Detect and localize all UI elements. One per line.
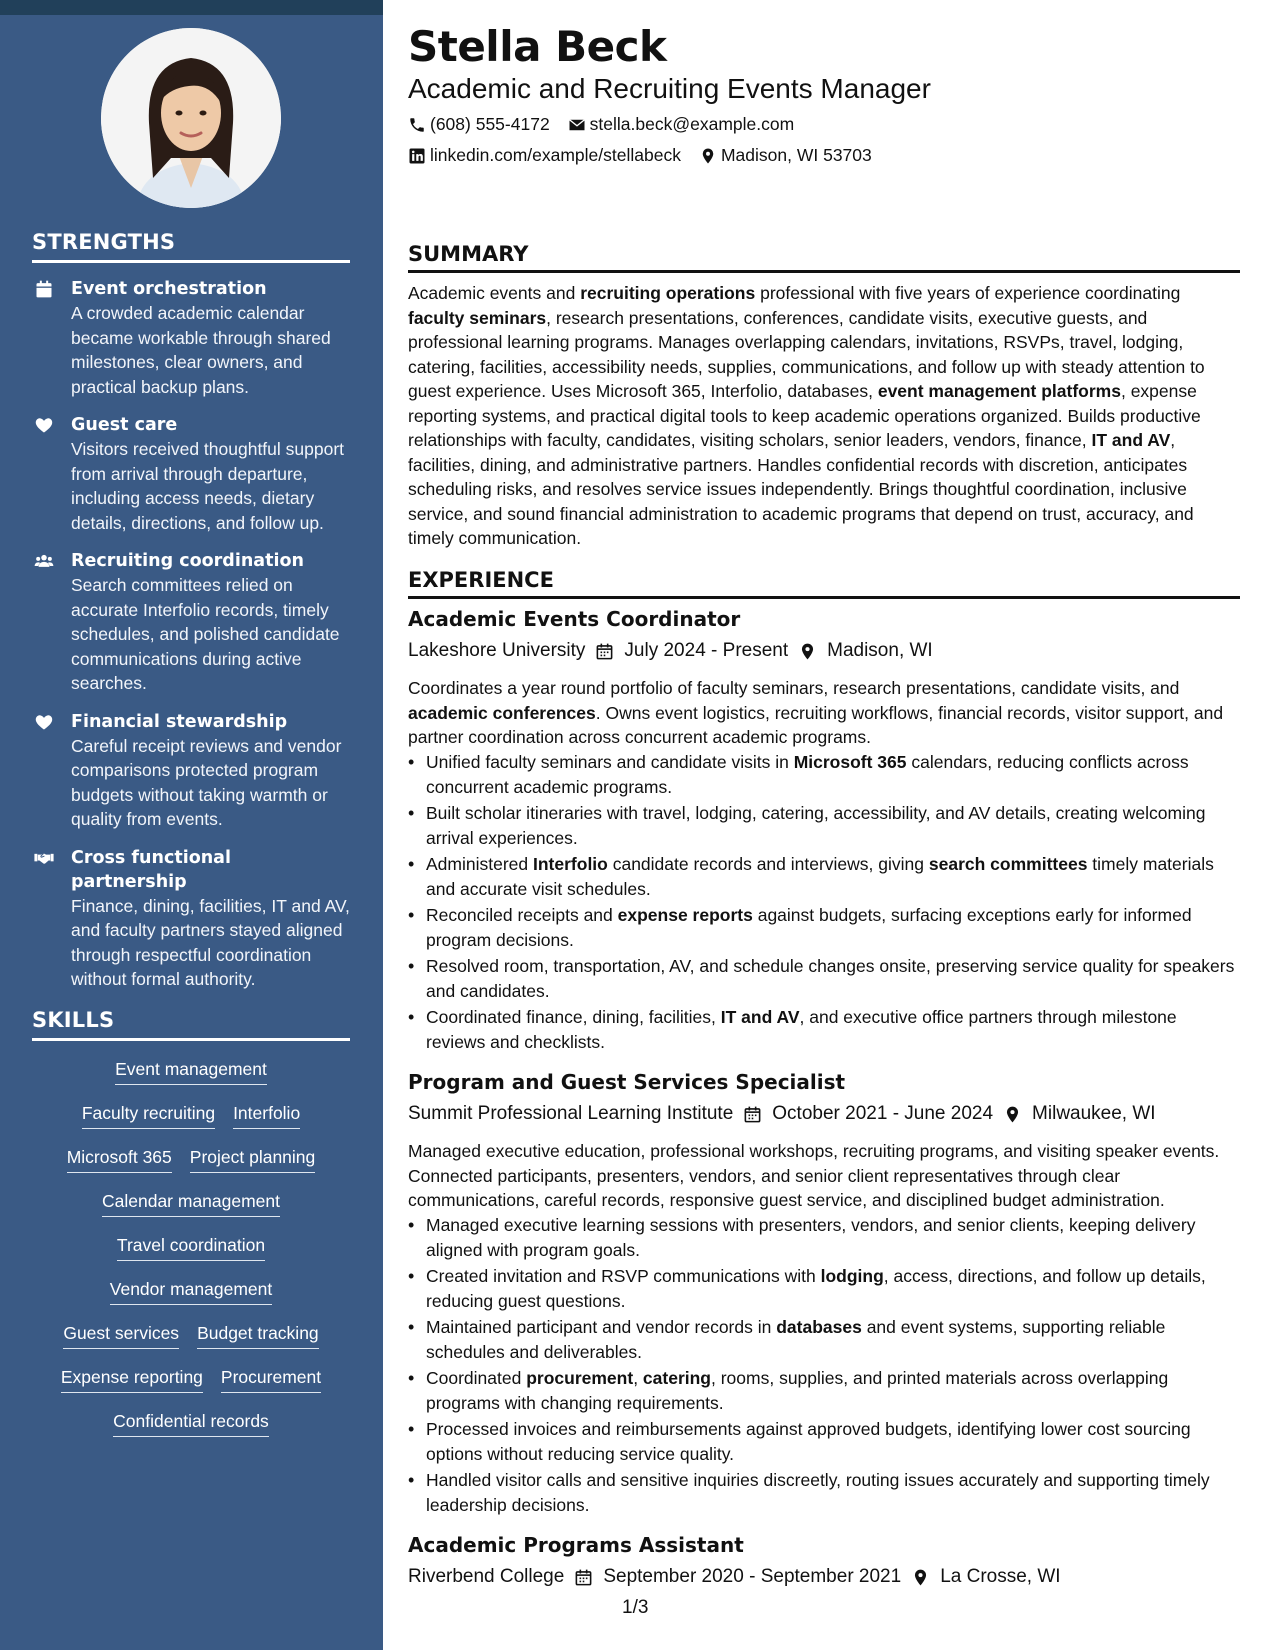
phone-text: (608) 555-4172 [430,114,550,134]
strength-title: Cross functional partnership [71,847,231,892]
job-1-bullet-item [426,750,1240,799]
job-1-dates: July 2024 - Present [624,640,789,661]
skill-row [32,1145,350,1173]
skill-tag: Project planning [190,1145,316,1173]
job-2-bullet-segment-text: and event systems, supporting reliable schedules and deliverables. [426,1317,1166,1362]
job-1-location: Madison, WI [827,640,933,661]
job-2-bullet-segment-bold: procurement [526,1368,634,1388]
job-1-bullet-item [426,903,1240,952]
job-1-desc-segment-text: . Owns event logistics, recruiting workflows, financial records, visitor support, and partner coordination across concurrent academic programs. [408,702,1224,747]
job-2-description [408,1139,1240,1213]
job-1-bullet-item [426,801,1240,850]
skill-tag: Vendor management [110,1277,272,1305]
strength-description: Visitors received thoughtful support from arrival through departure, including access needs, dietary details, directions, and follow up. [71,439,345,533]
calendar-icon [595,642,614,661]
skill-tag: Faculty recruiting [82,1101,215,1129]
job-2-bullet-item [426,1468,1240,1517]
skill-row [32,1057,350,1085]
job-1-bullet-segment-bold: expense reports [617,905,753,925]
job-2-desc-segment-text: Managed executive education, professional workshops, recruiting programs, and visiting speaker events. Connected participants, presenters, vendors, and senior client representatives through clear communications, careful records, responsive guest service, and disciplined budget administration. [408,1141,1220,1210]
job-2-bullet-item [426,1213,1240,1262]
heart-icon [34,415,54,435]
job-2-bullets [408,1213,1240,1519]
linkedin-text: linkedin.com/example/stellabeck [430,145,681,165]
experience-heading: EXPERIENCE [408,568,1240,599]
strength-title: Guest care [71,415,178,435]
job-3-location: La Crosse, WI [940,1566,1061,1587]
job-1-bullet-segment-text: Coordinated finance, dining, facilities, [426,1007,721,1027]
job-1-desc-segment-text: Coordinates a year round portfolio of faculty seminars, research presentations, candidate visits, and [408,678,1180,698]
skill-tag: Expense reporting [61,1365,203,1393]
summary-segment-bold: IT and AV [1091,430,1171,450]
job-2-bullet-item [426,1366,1240,1415]
job-2-bullet-item [426,1264,1240,1313]
strength-title: Event orchestration [71,279,267,299]
map-pin-icon [1003,1105,1022,1124]
job-1-bullet-item [426,1005,1240,1054]
strength-description: Careful receipt reviews and vendor comparisons protected program budgets without taking warmth or quality from events. [71,735,342,829]
job-3-company: Riverbend College [408,1566,565,1587]
summary-segment-bold: faculty seminars [408,307,547,328]
strength-item [32,846,350,992]
strength-item [32,277,350,399]
job-1-bullet-segment-text: , and executive office partners through milestone reviews and checklists. [426,1007,1177,1052]
summary-segment-text: , facilities, dining, and administrative partners. Handles confidential records with discretion, anticipates scheduling risks, and resolves service issues independently. Brings thoughtful coordination, inclusive service, and sound financial administration to academic programs that depend on trust, accuracy, and timely communication. [408,430,1194,548]
job-1-bullet-segment-bold: Microsoft 365 [793,752,907,772]
linkedin-icon [408,147,426,165]
job-2-meta [408,1103,1156,1125]
job-1-meta [408,640,933,662]
strengths-section [32,230,350,992]
job-2-bullet-segment-text: , rooms, supplies, and printed materials across overlapping programs with changing requirements. [426,1368,1169,1413]
job-1-bullet-segment-text: timely materials and accurate visit schedules. [426,854,1214,899]
summary-segment-bold: event management platforms [877,381,1121,401]
skill-tag: Guest services [63,1321,179,1349]
strength-item [32,549,350,696]
contact-row-2 [408,145,872,166]
summary-heading: SUMMARY [408,242,1240,273]
summary-segment-text: , research presentations, conferences, candidate visits, executive guests, and professional learning programs. Manages overlapping calendars, invitations, RSVPs, travel, lodging, catering, facilities, accessibility needs, supplies, communications, and follow up with steady attention to guest experience. Uses Microsoft 365, Interfolio, databases, [408,307,1205,401]
job-3-dates: September 2020 - September 2021 [603,1566,902,1587]
job-1-bullet-segment-text: Resolved room, transportation, AV, and schedule changes onsite, preserving service quality for speakers and candidates. [426,956,1235,1001]
email-item [568,114,795,135]
handshake-icon [34,848,54,868]
strength-description: A crowded academic calendar became workable through shared milestones, clear owners, and practical backup plans. [71,303,331,397]
job-1-bullet-item [426,954,1240,1003]
job-2-title: Program and Guest Services Specialist [408,1070,846,1094]
skill-row [32,1101,350,1129]
job-3-meta [408,1566,1061,1588]
job-3-title: Academic Programs Assistant [408,1533,744,1557]
skill-row [32,1409,350,1437]
skills-grid [32,1057,350,1437]
strength-description: Search committees relied on accurate Interfolio records, timely schedules, and polished candidate communications during active searches. [71,575,340,693]
job-2-bullet-segment-text: , access, directions, and follow up details, reducing guest questions. [426,1266,1206,1311]
skill-row [32,1233,350,1261]
location-text: Madison, WI 53703 [720,145,872,165]
page-number: 1/3 [622,1597,649,1618]
heart-icon [34,712,54,732]
job-1-bullet-segment-bold: search committees [928,854,1088,874]
linkedin-item [408,145,681,166]
job-1-bullet-segment-bold: Interfolio [533,854,608,874]
job-1-bullet-segment-text: calendars, reducing conflicts across concurrent academic programs. [426,752,1189,797]
job-2-bullet-segment-text: Handled visitor calls and sensitive inquiries discreetly, routing issues accurately and supporting timely leadership decisions. [426,1470,1210,1515]
envelope-icon [568,116,586,134]
skill-tag: Calendar management [102,1189,280,1217]
job-2-bullet-segment-text: Managed executive learning sessions with presenters, vendors, and senior clients, keeping delivery aligned with program goals. [426,1215,1196,1260]
job-1-bullet-segment-text: Administered [426,854,533,874]
users-icon [34,551,54,571]
strength-description: Finance, dining, facilities, IT and AV, and faculty partners stayed aligned through respectful coordination without formal authority. [71,895,350,989]
portrait-illustration [101,28,281,208]
job-1-bullet-segment-text: candidate records and interviews, giving [607,854,929,874]
job-2-bullet-segment-text: Maintained participant and vendor records in [426,1317,777,1337]
job-1-bullet-segment-bold: IT and AV [720,1007,800,1027]
candidate-name: Stella Beck [408,22,667,71]
profile-photo [101,28,281,208]
job-1-title: Academic Events Coordinator [408,607,741,631]
skill-tag: Microsoft 365 [67,1145,172,1173]
skill-row [32,1365,350,1393]
summary-segment-text: Academic events and [408,283,581,303]
skill-tag: Budget tracking [197,1321,319,1349]
candidate-title: Academic and Recruiting Events Manager [408,73,931,104]
job-2-dates: October 2021 - June 2024 [772,1103,994,1124]
calendar-icon [574,1568,593,1587]
map-pin-icon [699,147,717,165]
skill-row [32,1277,350,1305]
job-1-desc-segment-bold: academic conferences [408,702,596,723]
job-2-bullet-item [426,1417,1240,1466]
job-2-bullet-segment-text: Created invitation and RSVP communications with [426,1266,821,1286]
job-1-description [408,676,1240,750]
skills-section [32,1008,350,1437]
summary-segment-text: , expense reporting systems, and practical digital tools to keep academic operations organized. Builds productive relationships with faculty, candidates, visiting scholars, senior leaders, vendors, finance, [408,381,1201,450]
job-2-company: Summit Professional Learning Institute [408,1103,734,1124]
job-1-bullet-segment-text: against budgets, surfacing exceptions early for informed program decisions. [426,905,1192,950]
job-1-bullet-segment-text: Unified faculty seminars and candidate visits in [426,752,794,772]
map-pin-icon [798,642,817,661]
job-2-bullet-item [426,1315,1240,1364]
job-2-bullet-segment-bold: lodging [820,1266,884,1286]
job-1-bullets [408,750,1240,1056]
strength-title: Financial stewardship [71,711,288,732]
job-1-bullet-segment-text: Reconciled receipts and [426,905,618,925]
skill-row [32,1321,350,1349]
email-text: stella.beck@example.com [589,114,795,134]
job-2-bullet-segment-text: Coordinated [426,1368,527,1388]
job-1-bullet-item [426,852,1240,901]
skill-row [32,1189,350,1217]
summary-segment-text: professional with five years of experience coordinating [755,283,1181,303]
skill-tag: Confidential records [113,1409,269,1437]
job-2-bullet-segment-bold: databases [776,1317,862,1337]
sidebar-top-strip [0,0,383,15]
calendar-icon [743,1105,762,1124]
strength-item [32,710,350,832]
phone-item [408,114,550,135]
skill-tag: Travel coordination [117,1233,265,1261]
summary-text [408,281,1240,551]
skill-tag: Event management [115,1057,267,1085]
contact-row-1 [408,114,794,135]
skill-tag: Procurement [221,1365,321,1393]
sidebar [0,0,383,1650]
calendar-icon [34,279,54,299]
skill-tag: Interfolio [233,1101,300,1129]
strength-item [32,413,350,535]
job-1-company: Lakeshore University [408,640,586,661]
strengths-list [32,277,350,992]
job-1-bullet-segment-text: Built scholar itineraries with travel, lodging, catering, accessibility, and AV details, creating welcoming arrival experiences. [426,803,1206,848]
strength-title: Recruiting coordination [71,551,304,571]
skills-heading: SKILLS [32,1008,350,1041]
map-pin-icon [911,1568,930,1587]
summary-segment-bold: recruiting operations [580,283,756,303]
job-2-bullet-segment-bold: catering [642,1368,711,1388]
phone-icon [408,116,426,134]
job-2-bullet-segment-text: Processed invoices and reimbursements against approved budgets, identifying lower cost sourcing options without reducing service quality. [426,1419,1191,1464]
job-2-bullet-segment-text: , [633,1368,643,1388]
strengths-heading: STRENGTHS [32,230,350,263]
location-item [699,145,872,166]
job-2-location: Milwaukee, WI [1032,1103,1156,1124]
